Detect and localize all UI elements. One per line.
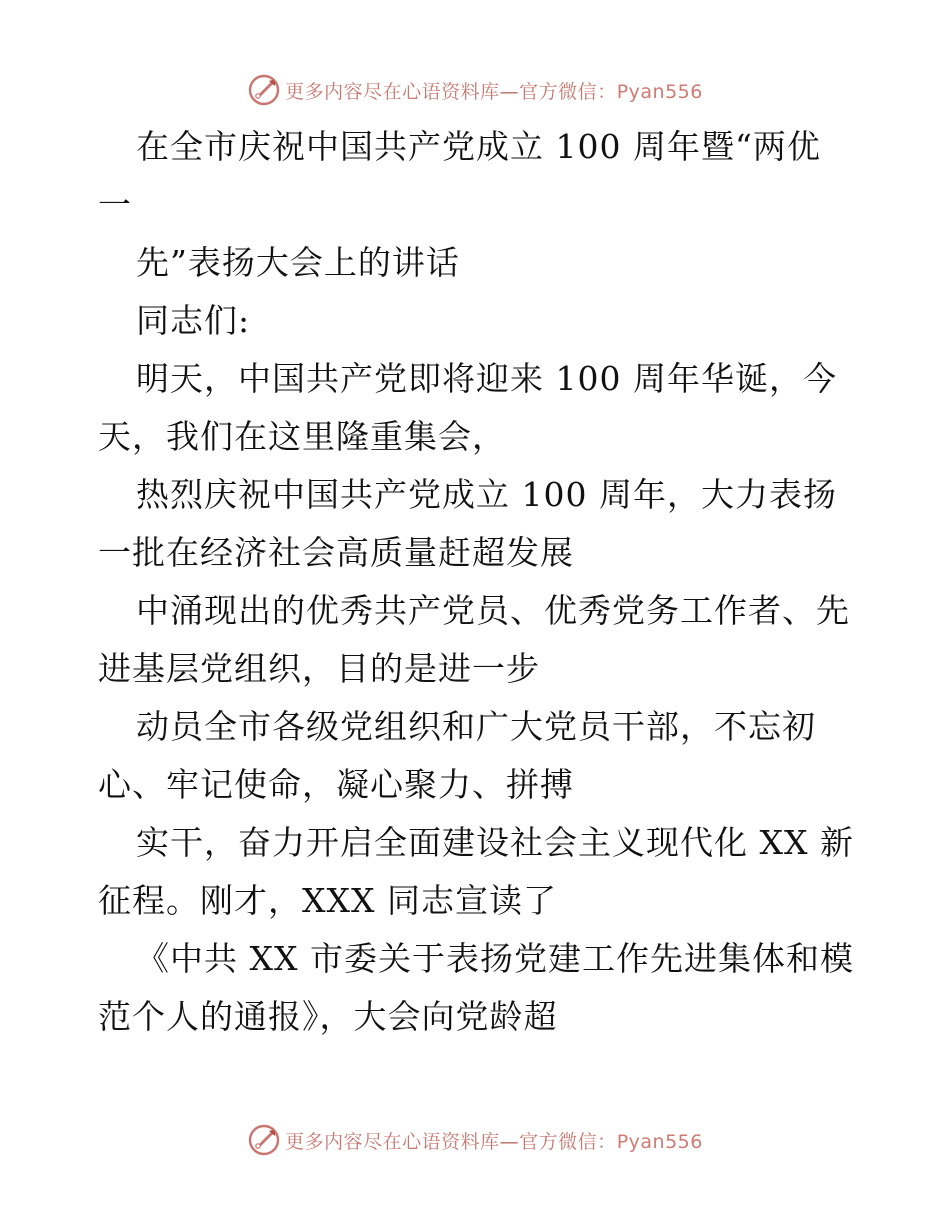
watermark-wechat-id: Pyan556 <box>616 80 703 103</box>
document-line: 中涌现出的优秀共产党员、优秀党务工作者、先 <box>136 591 850 630</box>
watermark-wechat-id: Pyan556 <box>616 1130 703 1153</box>
document-line: 范个人的通报》，大会向党龄超 <box>98 997 558 1036</box>
watermark-separator: — <box>499 80 520 103</box>
header-watermark <box>0 70 950 110</box>
document-line: 征程。刚才，XXX 同志宣读了 <box>98 881 557 920</box>
document-body <box>98 118 858 1046</box>
document-line: 《中共 XX 市委关于表扬党建工作先进集体和模 <box>136 939 854 978</box>
watermark-site: 更多内容尽在心语资料库 <box>285 1130 500 1153</box>
quill-seal-icon <box>247 1123 281 1157</box>
document-line: 在全市庆祝中国共产党成立 100 周年暨“两优 <box>136 127 821 166</box>
quill-seal-icon <box>247 73 281 107</box>
watermark-wechat-label: 官方微信： <box>519 80 617 103</box>
watermark-separator: — <box>499 1130 520 1153</box>
document-line: 明天，中国共产党即将迎来 100 周年华诞，今 <box>136 359 837 398</box>
document-line: 天，我们在这里隆重集会， <box>98 417 506 456</box>
document-line: 同志们: <box>136 301 251 340</box>
document-line: 动员全市各级党组织和广大党员干部，不忘初 <box>136 707 816 746</box>
watermark-site: 更多内容尽在心语资料库 <box>285 80 500 103</box>
document-line: 一 <box>98 185 132 224</box>
watermark-wechat-label: 官方微信： <box>519 1130 617 1153</box>
document-line: 心、牢记使命，凝心聚力、拼搏 <box>98 765 574 804</box>
document-line: 实干，奋力开启全面建设社会主义现代化 XX 新 <box>136 823 854 862</box>
document-line: 一批在经济社会高质量赶超发展 <box>98 533 574 572</box>
document-line: 先”表扬大会上的讲话 <box>136 243 460 282</box>
document-line: 进基层党组织，目的是进一步 <box>98 649 540 688</box>
document-line: 热烈庆祝中国共产党成立 100 周年，大力表扬 <box>136 475 837 514</box>
footer-watermark <box>0 1120 950 1160</box>
